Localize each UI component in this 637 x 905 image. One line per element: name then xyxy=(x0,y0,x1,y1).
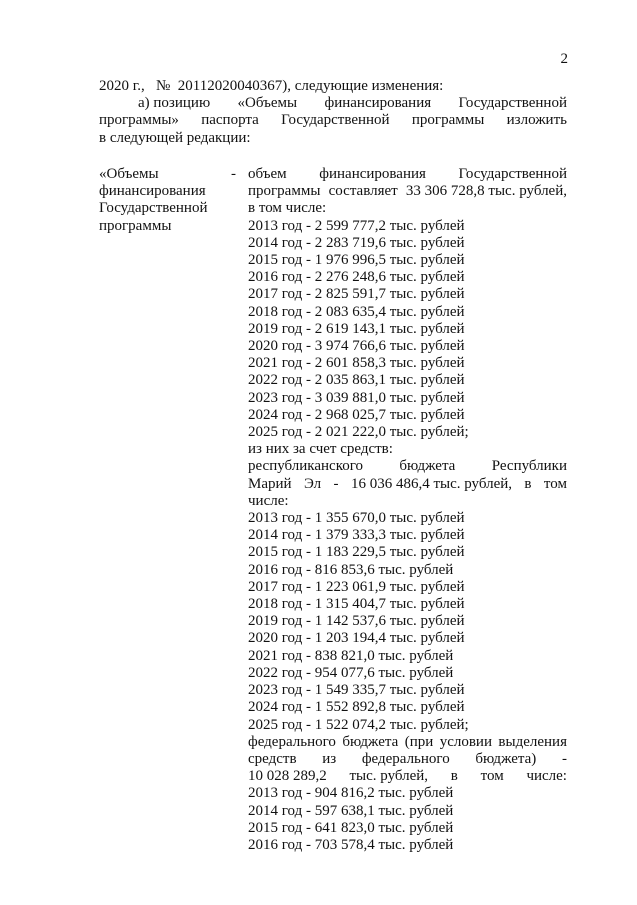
year-item: 2013 год - 2 599 777,2 тыс. рублей xyxy=(248,217,465,234)
intro-paragraph xyxy=(99,78,567,147)
republic-years-list xyxy=(248,510,567,734)
intro-line-2: а) позицию «Объемы финансирования Государственной xyxy=(138,95,567,112)
year-item: 2022 год - 2 035 863,1 тыс. рублей xyxy=(248,372,465,389)
year-item: 2015 год - 641 823,0 тыс. рублей xyxy=(248,819,454,836)
republic-line-1: республиканского бюджета Республики xyxy=(248,458,567,475)
year-item: 2021 год - 838 821,0 тыс. рублей xyxy=(248,647,454,664)
year-item: 2017 год - 2 825 591,7 тыс. рублей xyxy=(248,286,465,303)
year-item: 2020 год - 3 974 766,6 тыс. рублей xyxy=(248,338,465,355)
year-item: 2015 год - 1 183 229,5 тыс. рублей xyxy=(248,544,465,561)
year-item: 2016 год - 2 276 248,6 тыс. рублей xyxy=(248,269,465,286)
federal-years-list xyxy=(248,785,567,854)
page-number: 2 xyxy=(560,51,568,67)
year-item: 2017 год - 1 223 061,9 тыс. рублей xyxy=(248,578,465,595)
total-line-2: программы составляет 33 306 728,8 тыс. рублей, xyxy=(248,183,567,200)
intro-line-3: программы» паспорта Государственной программы изложить xyxy=(99,112,567,129)
year-item: 2025 год - 1 522 074,2 тыс. рублей; xyxy=(248,716,469,733)
total-years-list xyxy=(248,218,567,442)
year-item: 2018 год - 2 083 635,4 тыс. рублей xyxy=(248,303,465,320)
year-item: 2024 год - 1 552 892,8 тыс. рублей xyxy=(248,699,465,716)
republic-line-2: Марий Эл - 16 036 486,4 тыс. рублей, в том xyxy=(248,475,567,492)
year-item: 2015 год - 1 976 996,5 тыс. рублей xyxy=(248,252,465,269)
position-title xyxy=(99,166,239,235)
position-title-line: программы xyxy=(99,217,172,234)
intro-line-1: 2020 г., № 20112020040367), следующие изменения: xyxy=(99,78,444,94)
year-item: 2020 год - 1 203 194,4 тыс. рублей xyxy=(248,630,465,647)
position-title-line: Государственной xyxy=(99,200,208,217)
funding-details xyxy=(248,166,567,854)
year-item: 2024 год - 2 968 025,7 тыс. рублей xyxy=(248,406,465,423)
federal-line-1: федерального бюджета (при условии выделения xyxy=(248,733,567,750)
federal-line-2: средств из федерального бюджета) - xyxy=(248,750,567,767)
year-item: 2019 год - 2 619 143,1 тыс. рублей xyxy=(248,320,465,337)
intro-line-4: в следующей редакции: xyxy=(99,129,251,146)
year-item: 2018 год - 1 315 404,7 тыс. рублей xyxy=(248,596,465,613)
year-item: 2019 год - 1 142 537,6 тыс. рублей xyxy=(248,613,465,630)
year-item: 2023 год - 3 039 881,0 тыс. рублей xyxy=(248,389,465,406)
total-line-3: в том числе: xyxy=(248,200,327,217)
republic-line-3: числе: xyxy=(248,492,289,509)
year-item: 2014 год - 2 283 719,6 тыс. рублей xyxy=(248,234,465,251)
position-title-line: финансирования xyxy=(99,183,206,200)
year-item: 2014 год - 597 638,1 тыс. рублей xyxy=(248,802,454,819)
year-item: 2021 год - 2 601 858,3 тыс. рублей xyxy=(248,355,465,372)
separator-dash: - xyxy=(231,166,236,182)
year-item: 2023 год - 1 549 335,7 тыс. рублей xyxy=(248,682,465,699)
funding-intro: из них за счет средств: xyxy=(248,441,393,458)
position-title-line: «Объемы xyxy=(99,166,159,182)
year-item: 2022 год - 954 077,6 тыс. рублей xyxy=(248,664,454,681)
year-item: 2016 год - 703 578,4 тыс. рублей xyxy=(248,836,454,853)
year-item: 2025 год - 2 021 222,0 тыс. рублей; xyxy=(248,424,469,441)
year-item: 2016 год - 816 853,6 тыс. рублей xyxy=(248,561,454,578)
federal-line-3: 10 028 289,2 тыс. рублей, в том числе: xyxy=(248,768,567,785)
year-item: 2014 год - 1 379 333,3 тыс. рублей xyxy=(248,527,465,544)
year-item: 2013 год - 904 816,2 тыс. рублей xyxy=(248,785,454,802)
year-item: 2013 год - 1 355 670,0 тыс. рублей xyxy=(248,510,465,527)
total-line-1: объем финансирования Государственной xyxy=(248,166,567,182)
